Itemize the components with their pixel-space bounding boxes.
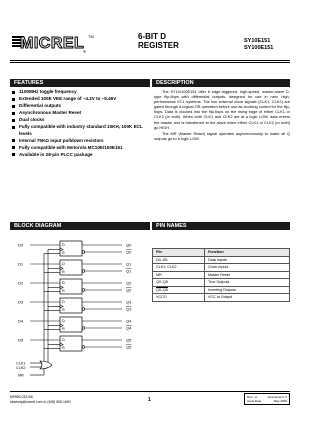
feature-item: Available in 28-pin PLCC package <box>12 152 152 159</box>
data-input-label: D1 <box>18 261 24 267</box>
title-line-1: 6-BIT D <box>138 32 166 41</box>
document-title <box>138 32 179 50</box>
pin-cell: Q0–Q5 <box>153 286 205 294</box>
rev-label: Rev.: H <box>247 395 257 399</box>
bullet-icon <box>12 91 15 94</box>
bullet-icon <box>12 98 15 101</box>
feature-item: Differential outputs <box>12 103 152 110</box>
inversion-bubble-icon <box>82 251 85 254</box>
bullet-icon <box>12 126 15 129</box>
function-cell: Master Reset <box>205 271 290 279</box>
doc-number: M9999-032106 <box>10 395 33 399</box>
block-diagram <box>10 235 150 383</box>
inversion-bubble-icon <box>82 289 85 292</box>
feature-item: Dual clocks <box>12 117 152 124</box>
clk2-label: CLK2 <box>16 366 26 370</box>
true-output-label: Q3 <box>126 299 132 305</box>
true-output-label: Q2 <box>126 280 132 286</box>
table-row <box>153 264 290 272</box>
flip-flop-r-label: R <box>62 308 65 312</box>
block-diagram-heading: BLOCK DIAGRAM <box>10 222 150 230</box>
part-number-2: SY100E151 <box>244 45 274 51</box>
flip-flop-d-label: D <box>62 300 65 304</box>
feature-item: Extended 100E VEE range of –4.2V to –5.46V <box>12 96 152 103</box>
logo-registered: ® <box>83 49 86 54</box>
logo-trademark: TM <box>88 34 94 39</box>
function-cell: Inverting Outputs <box>205 286 290 294</box>
bullet-icon <box>12 139 15 142</box>
feature-item: 1100MHz toggle frequency <box>12 89 152 96</box>
description-paragraph-2: The MR (Master Reset) signal operates asynchronously to make all Q outputs go to a logic LOW. <box>154 131 290 142</box>
complement-output-label: Q5 <box>126 344 132 350</box>
micrel-logo: MICREL <box>20 35 85 52</box>
flip-flop-r-label: R <box>62 270 65 274</box>
complement-output-label: Q4 <box>126 325 132 331</box>
footer-contact <box>10 395 71 404</box>
pin-names-heading: PIN NAMES <box>152 222 290 230</box>
description-body <box>154 89 290 143</box>
flip-flop-d-label: D <box>62 262 65 266</box>
table-row <box>153 279 290 287</box>
flip-flop-r-label: R <box>62 327 65 331</box>
header-rule <box>10 60 290 61</box>
flip-flop-d-label: D <box>62 243 65 247</box>
issue-date: May 2006 <box>273 399 287 403</box>
inversion-bubble-icon <box>82 327 85 330</box>
function-cell: Data Inputs <box>205 256 290 264</box>
function-cell: VCC to Output <box>205 294 290 302</box>
flip-flop-r-label: R <box>62 251 65 255</box>
description-heading: DESCRIPTION <box>152 79 290 87</box>
flip-flop-d-label: D <box>62 281 65 285</box>
table-row <box>153 271 290 279</box>
part-numbers <box>244 38 273 52</box>
or-gate-icon <box>40 361 52 369</box>
true-output-label: Q1 <box>126 261 132 267</box>
true-output-label: Q0 <box>126 242 132 248</box>
issue-date-label: Issue Date: <box>247 399 263 403</box>
complement-output-label: Q2 <box>126 287 132 293</box>
pin-cell: MR <box>153 271 205 279</box>
table-row <box>153 286 290 294</box>
title-line-2: REGISTER <box>138 41 179 50</box>
feature-item: Asynchronous Master Reset <box>12 110 152 117</box>
table-row <box>153 294 290 302</box>
header-rule-2 <box>10 62 290 63</box>
feature-item: Fully compatible with Motorola MC10E/100E151 <box>12 145 152 152</box>
flip-flop-r-label: R <box>62 346 65 350</box>
data-input-label: D3 <box>18 299 24 305</box>
part-number-1: SY10E151 <box>244 38 271 44</box>
complement-output-label: Q1 <box>126 268 132 274</box>
true-output-label: Q4 <box>126 318 132 324</box>
feature-item: Internal 75KΩ input pulldown resistors <box>12 138 152 145</box>
mr-label: MR <box>18 373 24 378</box>
inversion-bubble-icon <box>82 270 85 273</box>
pin-cell: Q0–Q5 <box>153 279 205 287</box>
features-heading: FEATURES <box>10 79 150 87</box>
bullet-icon <box>12 119 15 122</box>
pin-cell: CLK1, CLK2 <box>153 264 205 272</box>
pin-cell: VCCO <box>153 294 205 302</box>
pin-cell: D0–D5 <box>153 256 205 264</box>
complement-output-label: Q0 <box>126 249 132 255</box>
description-paragraph-1: The SY10/100E151 offer 6 edge-triggered, high-speed, master-slave D-type flip-flops with differential outputs, designed for use in new, high-performance ECL systems. The two external clock signals (CLK1, CLK2) are gated through a logical OR operation before use as clocking control for the flip-flops. Data is clocked into the flip-flops on the rising edge of either CLK1 or CLK2 (or both). When both CLK1 and CLK2 are at a logic LOW, data enters the master and is transferred to the slave when either CLK1 or CLK2 (or both) go HIGH. <box>154 89 290 130</box>
amendment: Amendment: 0 <box>267 395 287 399</box>
table-header-row <box>153 249 290 257</box>
flip-flop-r-label: R <box>62 289 65 293</box>
function-cell: Clock Inputs <box>205 264 290 272</box>
data-input-label: D5 <box>18 337 24 343</box>
data-input-label: D4 <box>18 318 24 324</box>
bullet-icon <box>12 153 15 156</box>
complement-output-label: Q3 <box>126 306 132 312</box>
feature-item: Fully compatible with industry standard 10KH, 100K ECL levels <box>12 124 152 137</box>
footer-rule <box>10 391 290 392</box>
bullet-icon <box>12 146 15 149</box>
flip-flop-d-label: D <box>62 338 65 342</box>
column-header-function: Function <box>205 249 290 257</box>
inversion-bubble-icon <box>82 308 85 311</box>
bullet-icon <box>12 112 15 115</box>
clk1-label: CLK1 <box>16 361 26 366</box>
flip-flop-d-label: D <box>62 319 65 323</box>
block-diagram-svg <box>10 235 150 383</box>
features-list <box>12 89 152 159</box>
data-input-label: D0 <box>18 242 24 248</box>
true-output-label: Q5 <box>126 337 132 343</box>
pin-names-table <box>152 248 290 302</box>
table-row <box>153 256 290 264</box>
inversion-bubble-icon <box>82 346 85 349</box>
column-header-pin: Pin <box>153 249 205 257</box>
revision-box <box>244 393 290 405</box>
bullet-icon <box>12 105 15 108</box>
page-number: 1 <box>148 397 151 403</box>
data-input-label: D2 <box>18 280 24 286</box>
contact-info: hbwhelp@micrel.com or (408) 955-1690 <box>10 399 71 404</box>
function-cell: True Outputs <box>205 279 290 287</box>
